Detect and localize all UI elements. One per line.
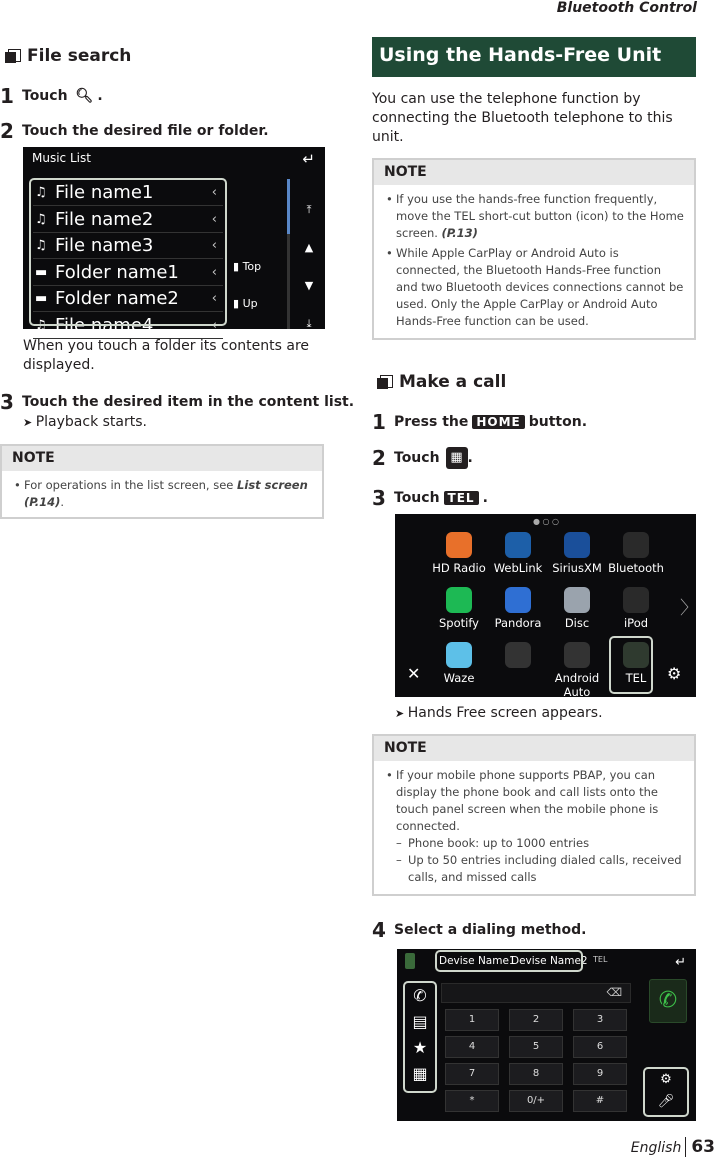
grid-icon: ▦	[446, 447, 468, 469]
home-key: HOME	[472, 415, 524, 429]
keypad-key[interactable]: 4	[445, 1036, 499, 1058]
playback-result: ➤ Playback starts.	[23, 414, 147, 430]
hands-free-result: ➤ Hands Free screen appears.	[395, 705, 603, 721]
app-label: HD Radio	[432, 561, 486, 575]
app-icon	[505, 642, 531, 668]
app-label: Pandora	[494, 616, 542, 630]
app-tile[interactable]	[489, 642, 547, 671]
music-list-title: Music List	[32, 151, 91, 165]
note-heading: NOTE	[374, 736, 694, 761]
chevron-left-icon: ‹	[211, 238, 217, 253]
section-icon	[377, 375, 391, 389]
app-label: Waze	[443, 671, 475, 685]
list-screen-link[interactable]: List screen (P.14)	[24, 478, 308, 509]
tel-key: TEL	[444, 491, 479, 505]
folder-description: When you touch a folder its contents are displayed.	[23, 338, 310, 373]
chevron-left-icon: ‹	[211, 291, 217, 306]
running-header: Bluetooth Control	[556, 0, 697, 16]
intro-text: You can use the telephone function by connecting the Bluetooth telephone to this unit.	[372, 91, 673, 145]
file-type-icon: ♫	[35, 185, 47, 200]
app-tile[interactable]	[607, 587, 665, 630]
keypad-key[interactable]: 6	[573, 1036, 627, 1058]
note-subitem: – Up to 50 entries including dialed calls, received calls, and missed calls	[386, 852, 686, 886]
app-icon	[623, 532, 649, 558]
keypad-key[interactable]: 1	[445, 1009, 499, 1031]
row-label: File name4	[55, 314, 154, 336]
up-button[interactable]: ▮ Up	[233, 297, 258, 310]
step-1-right: 1 Press the HOME button.	[372, 410, 588, 434]
home-menu-screen	[395, 514, 696, 697]
music-list-screen	[23, 147, 325, 336]
tel-highlight	[609, 636, 653, 694]
chevron-left-icon: ‹	[211, 317, 217, 333]
page-dots: ● ○ ○	[533, 517, 560, 526]
app-tile[interactable]	[430, 587, 488, 630]
device-highlight	[435, 950, 583, 972]
step-2: 2 Touch the desired file or folder.	[0, 119, 269, 143]
app-tile[interactable]	[548, 532, 606, 575]
scroll-controls[interactable]: ⤒ ▲ ▼ ⤓	[304, 203, 314, 330]
step-3: 3 Touch the desired item in the content list.	[0, 390, 355, 414]
app-label: TEL	[625, 671, 647, 685]
note-item: • If you use the hands-free function frequently, move the TEL short-cut button (icon) to the Home screen. (P.13)	[386, 191, 686, 242]
note-subitem: – Phone book: up to 1000 entries	[386, 835, 686, 852]
step-1: 1 Touch 🔍︎ .	[0, 84, 103, 108]
app-icon	[623, 587, 649, 613]
app-icon	[446, 642, 472, 668]
file-type-icon: ♫	[35, 238, 47, 253]
chevron-left-icon: ‹	[211, 264, 217, 280]
keypad-key[interactable]: 8	[509, 1063, 563, 1085]
app-label: WebLink	[493, 561, 543, 575]
hands-free-heading: Using the Hands-Free Unit	[372, 37, 696, 77]
note-hands-free	[372, 158, 696, 340]
step-2-right: 2 Touch ▦ .	[372, 446, 473, 470]
app-icon	[564, 642, 590, 668]
app-icon	[564, 587, 590, 613]
make-call-title: Make a call	[377, 372, 506, 392]
close-icon[interactable]: ✕	[407, 664, 421, 683]
dial-method-menu[interactable]: ✆ ▤ ★ ▦	[403, 981, 437, 1093]
app-label: Android Auto	[554, 671, 600, 699]
section-icon	[5, 49, 19, 63]
app-icon	[446, 587, 472, 613]
backspace-icon[interactable]: ⌫	[606, 986, 622, 999]
top-button[interactable]: ▮ Top	[233, 260, 262, 273]
device-tab-1[interactable]: Devise Name1	[439, 955, 516, 967]
file-type-icon: ♫	[35, 317, 47, 333]
note-item: • If your mobile phone supports PBAP, you can display the phone book and call lists onto the touch panel screen when the mobile phone is connected.	[386, 767, 686, 835]
device-tab-2[interactable]: Devise Name2	[511, 955, 588, 967]
keypad-key[interactable]: 3	[573, 1009, 627, 1031]
page-footer: English 63	[630, 1137, 715, 1157]
search-icon: 🔍︎	[75, 88, 94, 104]
note-item: • For operations in the list screen, see List screen (P.14).	[14, 477, 314, 511]
file-type-icon: ▬	[35, 291, 48, 306]
note-heading: NOTE	[2, 446, 322, 471]
app-label: Bluetooth	[608, 561, 664, 575]
scrollbar[interactable]	[287, 179, 290, 329]
call-button[interactable]: ✆	[649, 979, 687, 1023]
chevron-left-icon: ‹	[211, 185, 217, 200]
keypad-key[interactable]: 2	[509, 1009, 563, 1031]
phone-screen	[397, 949, 696, 1121]
app-tile[interactable]	[489, 587, 547, 630]
keypad-key[interactable]: 7	[445, 1063, 499, 1085]
app-label: Disc	[564, 616, 590, 630]
app-icon	[564, 532, 590, 558]
number-display	[441, 983, 631, 1003]
step-3-right: 3 Touch TEL .	[372, 486, 488, 510]
note-item: • While Apple CarPlay or Android Auto is connected, the Bluetooth Hands-Free function and two Bluetooth devices connections cannot be used. Only the Apple CarPlay or Android Auto Hands-Free function can be used.	[386, 245, 686, 330]
row-label: File name2	[55, 208, 154, 230]
gear-icon[interactable]: ⚙	[667, 664, 682, 683]
row-label: Folder name1	[55, 261, 179, 283]
keypad-key[interactable]: *	[445, 1090, 499, 1112]
app-tile[interactable]	[548, 642, 606, 699]
phone-icon	[405, 953, 415, 969]
tel-status: TEL	[593, 955, 608, 964]
chevron-right-icon[interactable]: 〉	[680, 598, 698, 619]
note-heading: NOTE	[374, 160, 694, 185]
file-type-icon: ♫	[35, 211, 47, 227]
app-icon	[446, 532, 472, 558]
row-label: File name1	[55, 182, 154, 203]
keypad-key[interactable]: 0/+	[509, 1090, 563, 1112]
note-pbap	[372, 734, 696, 896]
back-icon[interactable]: ↵	[302, 150, 315, 168]
app-label: Spotify	[439, 616, 479, 630]
app-icon	[505, 532, 531, 558]
app-icon	[505, 587, 531, 613]
note-list-screen	[0, 444, 324, 519]
file-search-title: File search	[5, 46, 131, 66]
app-tile[interactable]	[430, 642, 488, 685]
audio-controls[interactable]: ⚙ 🎤︎	[643, 1067, 689, 1117]
row-label: Folder name2	[55, 288, 179, 309]
keypad-key[interactable]: 5	[509, 1036, 563, 1058]
keypad-key[interactable]: 9	[573, 1063, 627, 1085]
app-tile[interactable]	[489, 532, 547, 575]
app-label: SiriusXM	[552, 561, 602, 575]
app-tile[interactable]	[430, 532, 488, 575]
file-type-icon: ▬	[35, 264, 48, 280]
keypad-key[interactable]: #	[573, 1090, 627, 1112]
app-tile[interactable]	[607, 532, 665, 575]
highlight-frame	[29, 178, 227, 326]
back-icon[interactable]: ↵	[675, 955, 686, 970]
app-tile[interactable]	[548, 587, 606, 630]
app-label: iPod	[623, 616, 649, 630]
chevron-left-icon: ‹	[211, 211, 217, 227]
step-4-right: 4 Select a dialing method.	[372, 918, 587, 942]
row-label: File name3	[55, 235, 154, 256]
